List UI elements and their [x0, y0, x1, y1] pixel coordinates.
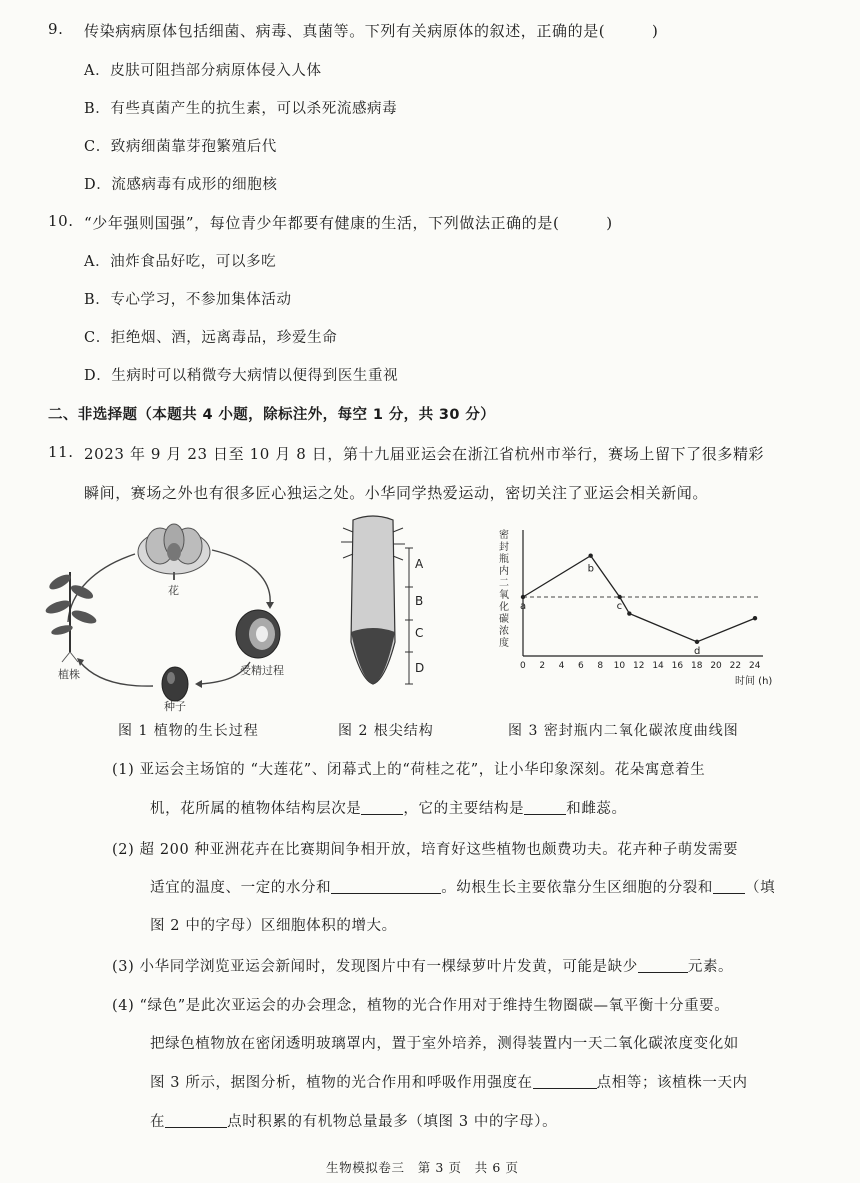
- question-10-option-d: D．生病时可以稍微夸大病情以便得到医生重视: [84, 368, 399, 384]
- chart-data-point: [617, 595, 621, 599]
- chart-y-axis-label-char: 二: [499, 578, 509, 589]
- question-9-option-a: A．皮肤可阻挡部分病原体侵入人体: [84, 63, 322, 79]
- chart-x-tick-label: 14: [652, 661, 664, 671]
- sub-question-3-line-1: (3) 小华同学浏览亚运会新闻时，发现图片中有一棵绿萝叶片发黄，可能是缺少 元素。: [112, 959, 734, 975]
- chart-y-axis-label-char: 内: [499, 566, 509, 577]
- root-zone-c-label: C: [415, 626, 424, 640]
- question-10-option-c: C．拒绝烟、酒，远离毒品，珍爱生命: [84, 330, 338, 346]
- fertilization-icon: [236, 610, 280, 658]
- figure-1-plant-cycle: [40, 512, 300, 712]
- cycle-arrow-seed-to-plant: [80, 662, 153, 686]
- cycle-arrow-flower-to-fert: [212, 550, 270, 604]
- chart-x-tick-label: 20: [710, 661, 722, 671]
- figure-2-caption: 图 2 根尖结构: [338, 723, 434, 739]
- sub-question-1-line-1: (1) 亚运会主场馆的 “大莲花”、闭幕式上的“荷桂之花”，让小华印象深刻。花朵寓意着生: [112, 762, 706, 778]
- sub-question-1-line-2: 机，花所属的植物体结构层次是 ，它的主要结构是 和雌蕊。: [150, 801, 627, 817]
- plant-label: 植株: [58, 668, 80, 681]
- answer-blank[interactable]: [361, 800, 403, 815]
- chart-x-tick-label: 16: [671, 661, 684, 671]
- chart-series-line: [523, 556, 755, 642]
- chart-x-tick-label: 12: [633, 661, 645, 671]
- chart-y-axis-label-char: 封: [499, 542, 509, 553]
- chart-y-axis-label-char: 密: [499, 530, 509, 541]
- sub-question-4-line-3: 图 3 所示，据图分析，植物的光合作用和呼吸作用强度在 点相等；该植株一天内: [150, 1075, 748, 1091]
- root-zone-d-label: D: [415, 661, 425, 675]
- chart-point-label: b: [587, 563, 595, 575]
- question-9-number: 9.: [48, 20, 64, 38]
- chart-point-label: a: [520, 601, 527, 612]
- answer-blank[interactable]: [524, 800, 566, 815]
- chart-point-label: d: [694, 645, 701, 657]
- question-11-line-1: 2023 年 9 月 23 日至 10 月 8 日，第十九届亚运会在浙江省杭州市举行，赛场上留下了很多精彩: [84, 445, 765, 463]
- question-10-option-a: A．油炸食品好吃，可以多吃: [84, 254, 277, 270]
- chart-x-tick-label: 24: [749, 661, 761, 671]
- seed-icon: [162, 667, 188, 701]
- chart-x-tick-label: 2: [539, 661, 546, 671]
- chart-y-axis-label: [499, 528, 509, 649]
- chart-x-tick-label: 6: [578, 661, 584, 671]
- answer-blank[interactable]: [533, 1074, 597, 1089]
- fertilization-label: 受精过程: [240, 664, 284, 677]
- question-9-option-b: B．有些真菌产生的抗生素，可以杀死流感病毒: [84, 101, 398, 117]
- question-11-line-2: 瞬间，赛场之外也有很多匠心独运之处。小华同学热爱运动，密切关注了亚运会相关新闻。: [84, 484, 709, 502]
- page-footer: 生物模拟卷三 第 3 页 共 6 页: [326, 1160, 519, 1175]
- flower-icon: [138, 524, 210, 580]
- root-tip-icon: [341, 516, 413, 684]
- sub-question-2-line-1: (2) 超 200 种亚洲花卉在比赛期间争相开放，培育好这些植物也颇费功夫。花卉种子萌发需要: [112, 842, 739, 858]
- section-2-heading: 二、非选择题（本题共 4 小题，除标注外，每空 1 分，共 30 分）: [48, 407, 496, 423]
- chart-x-tick-label: 10: [613, 661, 626, 671]
- chart-y-axis-label-char: 度: [499, 638, 509, 649]
- question-10-stem: “少年强则国强”，每位青少年都要有健康的生活，下列做法正确的是( ): [84, 214, 613, 232]
- chart-data-point: [695, 640, 699, 644]
- chart-data-point: [588, 554, 592, 558]
- chart-y-axis-label-char: 化: [499, 602, 509, 613]
- question-9-option-c: C．致病细菌靠芽孢繁殖后代: [84, 139, 277, 155]
- figure-2-root-tip: [335, 512, 445, 687]
- chart-data-point: [627, 611, 631, 615]
- question-9-option-d: D．流感病毒有成形的细胞核: [84, 177, 278, 193]
- figure-3-co2-chart: [495, 528, 785, 688]
- chart-y-axis-label-char: 碳: [499, 614, 509, 625]
- chart-data-point: [753, 616, 757, 620]
- chart-data-point: [521, 595, 525, 599]
- plant-icon: [44, 572, 98, 662]
- sub-question-2-line-3: 图 2 中的字母）区细胞体积的增大。: [150, 918, 397, 934]
- root-zone-a-label: A: [415, 557, 424, 571]
- chart-y-axis-label-char: 浓: [499, 626, 509, 637]
- question-9-stem: 传染病病原体包括细菌、病毒、真菌等。下列有关病原体的叙述，正确的是( ): [84, 22, 659, 40]
- chart-x-tick-label: 8: [597, 661, 604, 671]
- answer-blank[interactable]: [165, 1113, 227, 1128]
- question-10-option-b: B．专心学习，不参加集体活动: [84, 292, 292, 308]
- flower-label: 花: [168, 584, 179, 597]
- chart-x-axis-label: 时间 (h): [735, 676, 773, 687]
- question-11-number: 11.: [48, 443, 74, 461]
- chart-x-tick-label: 22: [729, 661, 742, 671]
- answer-blank[interactable]: [331, 879, 441, 894]
- sub-question-4-line-2: 把绿色植物放在密闭透明玻璃罩内，置于室外培养，测得装置内一天二氧化碳浓度变化如: [150, 1036, 739, 1052]
- figure-1-caption: 图 1 植物的生长过程: [118, 723, 259, 739]
- figure-3-caption: 图 3 密封瓶内二氧化碳浓度曲线图: [508, 723, 739, 739]
- chart-x-tick-label: 0: [520, 661, 526, 671]
- sub-question-4-line-1: (4) “绿色”是此次亚运会的办会理念，植物的光合作用对于维持生物圈碳—氧平衡十分重要。: [112, 998, 730, 1014]
- chart-x-tick-label: 4: [558, 661, 565, 671]
- chart-y-axis-label-char: 氧: [499, 590, 509, 601]
- answer-blank[interactable]: [638, 958, 688, 973]
- chart-x-tick-label: 18: [691, 661, 703, 671]
- root-zone-b-label: B: [415, 594, 424, 608]
- seed-label: 种子: [164, 700, 186, 712]
- answer-blank[interactable]: [713, 879, 745, 894]
- sub-question-2-line-2: 适宜的温度、一定的水分和 。幼根生长主要依靠分生区细胞的分裂和 （填: [150, 880, 776, 896]
- chart-point-label: c: [616, 601, 623, 612]
- sub-question-4-line-4: 在 点时积累的有机物总量最多（填图 3 中的字母）。: [150, 1114, 558, 1130]
- chart-y-axis-label-char: 瓶: [499, 554, 509, 565]
- question-10-number: 10.: [48, 212, 74, 230]
